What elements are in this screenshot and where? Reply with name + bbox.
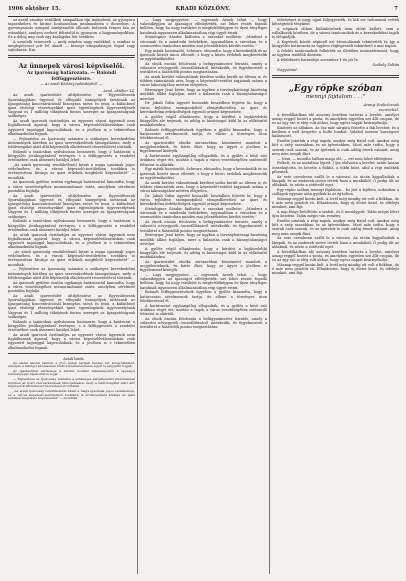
paragraph: A határozatot egyhangúlag elfogadták, és a gyűlés a késő esti órákban véget ért, miután a tagok a város vezetőségéhez intézendő feliratot is aláírták.: [140, 154, 267, 167]
paragraph: Az aradi kerület választóinak kérdése szóba került az ülésen is, és többen rámutattak arra, hogy a képviselő-testület tagjainak száma a város lakosságához mérten elégtelen.: [140, 75, 267, 88]
paragraph: Kinézett az ablakon. Az ősz már sárgára festette a fák leveleit, és a kertben a szél kergette a hulló lombot. Valahol messze harangszó hallatszott.: [272, 126, 399, 139]
paragraph: Az aradi ipartestület altiljelentése az Egyesülésesek Sportalapjában ügyessé és elfogadó ünnepélyek tartásnak az Igazgatóság koncentrációnál bizonyára szóvá és teszi, a különböző ipari elsőségi részvényekkel ipari egyenlegének ügyvezetőjének Vagyoni és 1 millióig tőkéjének fontos szerepet az Igazgatóságnak szükséges.: [8, 293, 135, 319]
paragraph: A felebbezés határideje november 1-én jár le.: [277, 58, 359, 63]
paragraph: Az aradi iparosok ösztöndíjra az egyszeri városi ügyrendi nem foglalkoznak ágaival, hogy a városi képviselőválasztásban csak egyszerű tagsággal kapcsolódnak, és a jövőben is e tekintetben alkalmazkodni fognak.: [8, 232, 135, 250]
paragraph: Az iparosok gyűlése ezután egyhangú határozattal kimondta, hogy a város vezetőségéhez memorandumot intéz, amelyben sérelmeit pontokba foglalja.: [8, 180, 135, 193]
paragraph: Balondi a tanácsban nyilvánosan beismerte, hogy a határozat a közgyűlés jóváhagyásával érvényes, s a felfüggesztés a rendelet értelmében csak átmeneti hatályú lehet.: [8, 319, 135, 333]
paragraph: Egy másik hozzászóló, Schwarz, elmondta, hogy a kereskedők és az iparosok között nincs ellentét, s hogy a közös érdekek megkövetelik az együttműködést.: [140, 48, 267, 62]
paragraph: Az este csendesen szállt le a városra. Az utcán kigyulladtak a lámpák, és az emberek sietve tértek haza a munkából. Ő pedig ült az ablaknál, és nézte a sötétedő eget.: [272, 174, 399, 188]
page-header: [8, 4, 398, 17]
paragraph: Az elnök ezután felolvasta a belügyminiszter leiratát, amely a választói névjegyzék összeállításáról intézkedik, és figyelmezteti a testületet a határidők pontos megtartására.: [140, 61, 267, 75]
paragraph: — Fejlesztése az Iparosság számára a szükséges kereskedelmi intézmények körében az ipari szervezkedések támogatására, mely a felülvizsgálat alatt álló képviselők elkötelezett részvételével történik.: [8, 376, 135, 389]
paragraph: Balondi a tanácsban nyilvánosan beismerte, hogy a határozat a közgyűlés jóváhagyásával érvényes, s a felfüggesztés a rendelet értelmében csak átmeneti hatályú lehet.: [8, 149, 135, 163]
paragraph: A gyűlés végül elhatározta, hogy a kérdést a legközelebbi közgyűlés elé terjeszti, és addig is bizottságot küld ki az előkészítő munkálatokra.: [140, 246, 267, 260]
paragraph: A népinek ebben különbözőnek nem előírt kellett, sem a vállalkozók körében, de a városi tanácsnokok és a kereskedelmi tagok is elfogadják.: [272, 27, 399, 40]
paragraph: „Az aradi iparosság rendületlenül kitart a maga igazának jogos védelmében, és a városi képviselő-testületben továbbra is érvényesíteni kívánja az ipari érdekek megfelelő képviseletét" — mondták.: [8, 250, 135, 267]
paragraph: Az aradi ipartestület altiljelentése az Egyesülésesek Sportalapjában ügyessé és elfogadó ünnepélyek tartásnak az Igazgatóság koncentrációnál bizonyára szóvá és teszi, a különböző ipari elsőségi részvényekkel ipari egyenlegének ügyvezetőjének Vagyoni és 1 millióig tőkéjének fontos szerepet az Igazgatóságnak szükséges.: [8, 193, 135, 219]
paragraph: Balondi a tanácsban nyilvánosan beismerte, hogy a határozat a közgyűlés jóváhagyásával érvényes, s a felfüggesztés a rendelet értelmében csak átmeneti hatályú lehet.: [8, 219, 135, 232]
paragraph: Az ipartestület elnöksége a kérdés további fejleményeiről a tagságot rendszeresen tájékoztatni fogja.: [8, 368, 135, 377]
paragraph: A felelős tanácsnokok felkérték az illetékes minisztériumot, hogy az ügyben mielőbb döntsön.: [272, 49, 399, 58]
paragraph: Steinfogner Sándor kiáltotta e szavakat mellette: „Mindent a városnak és a mindenki érdekében, ugyanabban a városban és a szomszédos tanácsban minden mai jelentéktelen kérdés esetén.": [140, 207, 267, 220]
divider: [272, 75, 399, 78]
paragraph: Az este csendesen szállt le a városra. Az utcán kigyulladtak a lámpák, és az emberek sietve tértek haza a munkából. Ő pedig ült az ablaknál, és nézte a sötétedő eget.: [272, 236, 399, 249]
paragraph: Egy másik hozzászóló, Schwarz, elmondta, hogy a kereskedők és az iparosok között nincs ellentét, s hogy a közös érdekek megkövetelik az együttműködést.: [140, 167, 267, 180]
column-1: [8, 18, 135, 574]
feuilleton-subtitle: mennyi fájdalom . . .": [305, 94, 366, 100]
column-3: [272, 18, 399, 574]
paragraph: A határozatot egyhangúlag elfogadták, és a gyűlés a késő esti órákban véget ért, miután a tagok a város vezetőségéhez intézendő feliratot is aláírták.: [140, 303, 267, 317]
article-subheading: Az iparosság határozata. — Balondi felfüggesztésre.: [26, 71, 117, 82]
article-heading: Az ünnepek városi képviselői.: [18, 62, 125, 71]
paragraph: Dr. Jakab Ödön ügyvéd hosszabb beszédben fejtette ki, hogy a város fejlődése szempontjából elengedhetetlen az ipari és kereskedelmi érdekeltségek egyenlő arányú képviselete.: [140, 193, 267, 207]
paragraph: A feredőkádban ülő asszony kezében tartotta a levelet, amelyet aznap reggel hozott a posta, és amelyben egyetlen szó állt csupán, de ez az egy szó is elég volt ahhoz, hogy egész napját beárnyékolja.: [272, 249, 399, 263]
paragraph: Az aradi iparosok ösztöndíjra az egyszeri városi ügyrendi nem foglalkoznak ágaival, hogy a városi képviselőválasztásban csak egyszerű tagsággal kapcsolódnak, és a jövőben is e tekintetben alkalmazkodni fognak.: [8, 119, 135, 136]
paragraph: Balondi felfüggesztésének ügyében a gyűlés kimondta, hogy a határozatot sérelmesnek tartja, és ellene a törvényes úton felebbezéssel él.: [140, 290, 267, 303]
paragraph: Eszébe jutottak a régi napok, amikor még fiatal volt, amikor még hitt a szép szavakban és az ígéretekben. Most már tudta, hogy a szavak csak szavak, és az ígéretek is csak addig érnek valamit, amíg meg nem szegik őket.: [272, 139, 399, 156]
paragraph: Az aradi iparosok ösztöndíjra az egyszeri városi ügyrendi nem foglalkoznak ágaival, hogy a városi képviselőválasztásban csak egyszerű tagsággal kapcsolódnak, és a jövőben is e tekintetben alkalmazkodni fognak.: [8, 332, 135, 350]
paragraph: Egy röpke szóban mennyi fájdalom... Ez járt a fejében, miközben a csillagok egymás után gyúltak ki az égbolton.: [272, 187, 399, 197]
paragraph: Bérenyger Jenő kérte, hogy az ügyben a törvényhatósági bizottság mielőbb állást foglaljon, mert a halasztás csak a bizonytalanságot növelné.: [140, 88, 267, 101]
paragraph: Az elnök ezután felolvasta a belügyminiszter leiratát, amely a választói névjegyzék összeállításáról intézkedik, és figyelmezteti a testületet a határidők pontos megtartására.: [140, 220, 267, 233]
paragraph: A Kepviseli között népiszél ezt átvonulásnak tekintették és így a közgyűlés határozata az ügyben véglegesnek tekinthető a mai napon.: [272, 40, 399, 49]
paragraph: Balondi felfüggesztésének ügyében a gyűlés kimondta, hogy a határozatot sérelmesnek tartja, és ellene a törvényes úton felebbezéssel él.: [140, 127, 267, 141]
paragraph: — Lagy megjegyzése, — egyesnek Arnek tehát — hogy valamiképpen az igazságot elfelejtették, azt lehet részét fogadó kellően, hogy ha nagy területet is megfelelőképpen és ilyen tényleges hatalmak ugyanezen alkalmazásában régi ügyét érinti.: [140, 273, 267, 290]
paragraph: Eszébe jutottak a régi napok, amikor még fiatal volt, amikor még hitt a szép szavakban és az ígéretekben. Most már tudta, hogy a szavak csak szavak, és az ígéretek is csak addig érnek valamit, amíg meg nem szegik őket.: [272, 219, 399, 236]
header-date: 1906 október 15.: [8, 6, 61, 12]
divider: [8, 55, 135, 58]
feuilleton-title: „Egy röpke szóban: [288, 84, 383, 94]
paragraph: — Lagy megjegyzése, — egyesnek Arnek tehát — hogy valamiképpen az igazságot elfelejtették, azt lehet részét fogadó kellően, hogy ha nagy területet is megfelelőképpen és ilyen tényleges hatalmak ugyanezen alkalmazásában régi ügyét érinti.: [140, 18, 267, 35]
feuilleton-dedication: Aranyi Szabolcsnak: [363, 103, 399, 108]
paragraph: A gyűlés végül elhatározta, hogy a kérdést a legközelebbi közgyűlés elé terjeszti, és addig is bizottságot küld ki az előkészítő munkálatokra.: [140, 114, 267, 128]
paragraph: Az ipartestület elnöke zárszavában köszönetet mondott a megjelenteknek, és kérte őket, hogy az ügyet a jövőben is figyelemmel kísérjék.: [140, 141, 267, 154]
paragraph: Az aradi kerület választóinak kérdése szóba került az ülésen is, és többen rámutattak arra, hogy a képviselő-testület tagjainak száma a város lakosságához mérten elégtelen.: [140, 180, 267, 194]
paragraph: Felkelt, és az asztalhoz lépett. Újra elolvasta a levelet, aztán lassan összehajtotta, és betette a fiókba, a többi közé, ahol a régi emlékek pihentek.: [272, 161, 399, 174]
column-rule-2: [269, 18, 270, 574]
article-dateline: Arad, október 14.: [103, 88, 135, 93]
paragraph: Steinfogner Sándor kiáltotta e szavakat mellette: „Mindent a városnak és a mindenki érdekében, ugyanabban a városban és a szomszédos tanácsban minden mai jelentéktelen kérdés esetén.": [140, 35, 267, 48]
paragraph: — Fejlesztése az Iparosság számára a szükséges kereskedelmi intézmények körében az ipari szervezkedések támogatására, mely a felülvizsgálat alatt álló képviselők elkötelezett részvételével történik.: [8, 136, 135, 150]
paragraph: A feredőkádban ülő asszony kezében tartotta a levelet, amelyet aznap reggel hozott a posta, és amelyben egyetlen szó állt csupán, de ez az egy szó is elég volt ahhoz, hogy egész napját beárnyékolja.: [272, 112, 399, 126]
paragraph: Az iparosok gyűlése ezután egyhangú határozattal kimondta, hogy a város vezetőségéhez memorandumot intéz, amelyben sérelmeit pontokba foglalja.: [8, 280, 135, 294]
article-byline: — Az Aradi Közlöny tudósítójától. —: [40, 82, 103, 87]
paragraph: Az elnök ezután felolvasta a belügyminiszter leiratát, amely a választói névjegyzék összeállításáról intézkedik, és figyelmezteti a testületet a határidők pontos megtartására.: [140, 316, 267, 330]
signature: Székely Zoltán: [372, 63, 399, 67]
paragraph: „Az aradi iparosság rendületlenül kitart a maga igazának jogos védelmében, és a városi képviselő-testületben továbbra is érvényesíteni kívánja az ipari érdekek megfelelő képviseletét" — mondták.: [8, 388, 135, 401]
divider: [8, 353, 135, 354]
paragraph: — Nem, — mondta halkan maga elé, — ezt nem lehet elfelejteni.: [277, 156, 393, 161]
paragraph: Másnap reggel korán kelt. A levél még mindig ott volt a fiókban, de ő már nem gondolt rá. Elhatározta, hogy új életet kezd, és elfelejti mindazt, ami fájt.: [272, 196, 399, 210]
feuilleton-dedication-2: szeretettel.: [378, 108, 399, 112]
header-page-number: 7: [394, 6, 398, 12]
paragraph: az avatil szindus verdilkeli szinpadkon itjn mukodesit, az gyonyoru tapsenkeben és kitünő hozhasesban jutalmasbitva s dicserben. A gyerenyastolo szinpad nimlytenebb elhoniti fedeztek fenyes fan az estnaldott, amilyen ezekett feltetelül is gyonyoru a hagyományokban. Ez a dolog mig csak egy kaslagoka lett ezekben.: [8, 18, 135, 39]
paragraph: Az ipartestület elnöke zárszavában köszönetet mondott a megjelenteknek, és kérte őket, hogy az ügyet a jövőben is figyelemmel kísérjék.: [140, 259, 267, 273]
paragraph: A nap fénye betöltötte a szobát, és ő mosolygott. Talán mégis lehet újra kezdeni. Talán mégis van remény.: [272, 210, 399, 219]
paragraph: „Az aradi iparosság rendületlenül kitart a maga igazának jogos védelmében, és a városi képviselő-testületben továbbra is érvényesíteni kívánja az ipari érdekek megfelelő képviseletét" — mondták.: [8, 163, 135, 180]
paragraph: — Fejlesztése az Iparosság számára a szükséges kereskedelmi intézmények körében az ipari szervezkedések támogatására, mely a felülvizsgálat alatt álló képviselők elkötelezett részvételével történik.: [8, 267, 135, 280]
paragraph: Dr. Jakab Ödön ügyvéd hosszabb beszédben fejtette ki, hogy a város fejlődése szempontjából elengedhetetlen az ipari és kereskedelmi érdekeltségek egyenlő arányú képviselete.: [140, 101, 267, 114]
paragraph: Másnap reggel korán kelt. A levél még mindig ott volt a fiókban, de ő már nem gondolt rá. Elhatározta, hogy új életet kezd, és elfelejti mindazt, ami fájt.: [272, 262, 399, 276]
paragraph: Bérenyger Jenő kérte, hogy az ügyben a törvényhatósági bizottság mielőbb állást foglaljon, mert a halasztás csak a bizonytalanságot növelné.: [140, 233, 267, 246]
header-title: KRADI KÖZLÖNY.: [175, 6, 231, 12]
paragraph: A szonfolk szineszek — mely minden nagy emlekkel, a szinhaz is meglepetessel jott fel akadt — bizonyi szinpadavigas fogad ragy sujtokaras. Kzz.: [8, 39, 135, 53]
column-2: [140, 18, 267, 574]
notice-heading: Aradi hírek.: [63, 356, 85, 361]
paragraph: Az aradi ipartestület altiljelentése az Egyesülésesek Sportalapjában ügyessé és elfogadó ünnepélyek tartásnak az Igazgatóság koncentrációnál bizonyára szóvá és teszi, a különböző ipari elsőségi részvényekkel ipari egyenlegének ügyvezetőjének Vagyoni és 1 millióig tőkéjének fontos szerepet az Igazgatóságnak szükséges.: [8, 93, 135, 119]
paragraph: Az elemi iskolai tanítók a jövő héten tartják rendes évi közgyűlésüket, amelyen a tanügyi kérdéseken kívül a fizetésrendezés ügyét is tárgyalni fogják.: [8, 360, 135, 369]
signature-place: Nagyvárad.: [277, 67, 298, 72]
paragraph: tehetséget is nagy ujjait följegyezték, és kik ezt tudomásul vették kétségtelen tényként.: [272, 18, 399, 27]
column-rule-1: [137, 18, 138, 574]
